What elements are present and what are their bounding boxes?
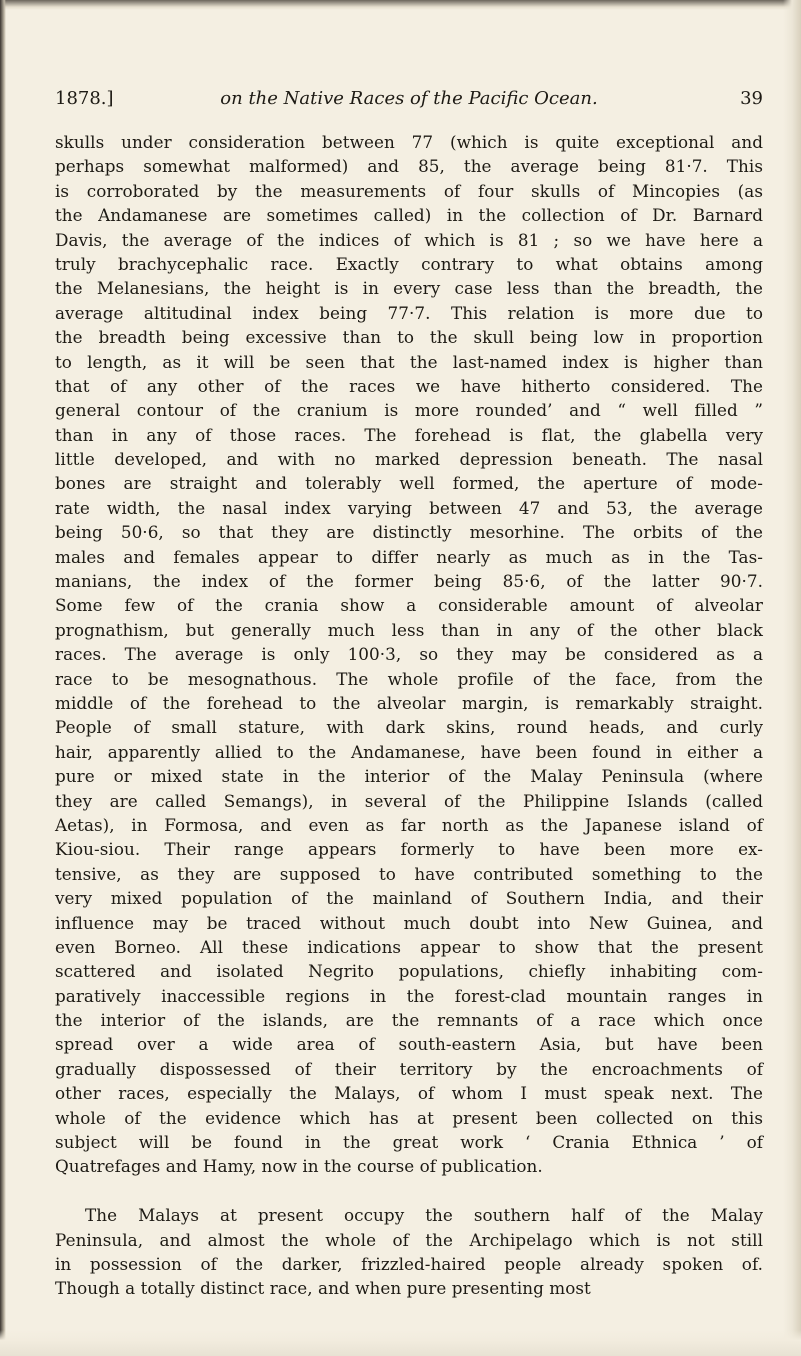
text-line: race to be mesognathous. The whole profile of the face, from the [55, 668, 763, 689]
text-line: People of small stature, with dark skins, round heads, and curly [55, 717, 763, 738]
text-line: the interior of the islands, are the remnants of a race which once [55, 1010, 763, 1031]
text-line: Though a totally distinct race, and when pure presenting most [55, 1278, 591, 1299]
text-line: they are called Semangs), in several of the Philippine Islands (called [55, 790, 763, 811]
text-line: bones are straight and tolerably well formed, the aperture of mode- [55, 473, 763, 494]
text-line: Some few of the crania show a considerable amount of alveolar [55, 595, 763, 616]
text-line: skulls under consideration between 77 (which is quite exceptional and [55, 132, 763, 152]
text-line: little developed, and with no marked depression beneath. The nasal [55, 449, 763, 470]
text-line: Davis, the average of the indices of which is 81 ; so we have here a [55, 229, 763, 250]
paragraph-1 [55, 130, 763, 1179]
text-line: average altitudinal index being 77·7. This relation is more due to [55, 302, 763, 323]
text-line: whole of the evidence which has at present been collected on this [55, 1107, 763, 1128]
running-header [55, 88, 763, 114]
paragraph-2 [55, 1203, 763, 1301]
text-line: hair, apparently allied to the Andamanese, have been found in either a [55, 741, 763, 762]
text-line: tensive, as they are supposed to have contributed something to the [55, 863, 763, 884]
text-line: pure or mixed state in the interior of the Malay Peninsula (where [55, 766, 763, 787]
running-title: on the Native Races of the Pacific Ocean. [220, 88, 598, 109]
text-line: even Borneo. All these indications appear to show that the present [55, 936, 763, 957]
text-line: scattered and isolated Negrito populations, chiefly inhabiting com- [55, 961, 763, 982]
text-line: paratively inaccessible regions in the forest-clad mountain ranges in [55, 985, 763, 1006]
text-line: that of any other of the races we have hitherto considered. The [55, 375, 763, 396]
page-edge-top [0, 0, 801, 10]
text-line: influence may be traced without much doubt into New Guinea, and [55, 912, 763, 933]
text-line: manians, the index of the former being 85·6, of the latter 90·7. [55, 571, 763, 592]
text-line: prognathism, but generally much less than in any of the other black [55, 619, 763, 640]
text-line: than in any of those races. The forehead is flat, the glabella very [55, 424, 763, 445]
page-number: 39 [740, 88, 763, 109]
text-line: Aetas), in Formosa, and even as far north as the Japanese island of [55, 814, 763, 835]
text-line: gradually dispossessed of their territory by the encroachments of [55, 1058, 763, 1079]
paragraph-gap [55, 1179, 763, 1203]
text-line: in possession of the darker, frizzled-haired people already spoken of. [55, 1253, 763, 1274]
page-edge-left [0, 0, 6, 1356]
text-line: spread over a wide area of south-eastern Asia, but have been [55, 1034, 763, 1055]
text-line: rate width, the nasal index varying between 47 and 53, the average [55, 497, 763, 518]
text-line: is corroborated by the measurements of four skulls of Mincopies (as [55, 180, 763, 201]
text-line: Kiou-siou. Their range appears formerly to have been more ex- [55, 839, 763, 860]
text-line: truly brachycephalic race. Exactly contrary to what obtains among [55, 253, 763, 274]
text-line: being 50·6, so that they are distinctly mesorhine. The orbits of the [55, 522, 763, 543]
text-line: the Melanesians, the height is in every case less than the breadth, the [55, 278, 763, 299]
page-edge-right [783, 0, 801, 1356]
text-line: other races, especially the Malays, of whom I must speak next. The [55, 1083, 763, 1104]
body-text [55, 130, 763, 1301]
text-line: to length, as it will be seen that the last-named index is higher than [55, 351, 763, 372]
text-line: the breadth being excessive than to the skull being low in proportion [55, 327, 763, 348]
text-line: perhaps somewhat malformed) and 85, the average being 81·7. This [55, 156, 763, 177]
text-line: Quatrefages and Hamy, now in the course of publication. [55, 1156, 543, 1177]
text-line: middle of the forehead to the alveolar margin, is remarkably straight. [55, 692, 763, 713]
text-line: very mixed population of the mainland of Southern India, and their [55, 888, 763, 909]
text-line: The Malays at present occupy the southern half of the Malay [85, 1205, 763, 1226]
text-line: the Andamanese are sometimes called) in the collection of Dr. Barnard [55, 205, 763, 226]
text-line: subject will be found in the great work ‘ Crania Ethnica ’ of [55, 1132, 763, 1153]
text-line: races. The average is only 100·3, so they may be considered as a [55, 644, 763, 665]
text-line: general contour of the cranium is more rounded’ and “ well filled ” [55, 400, 763, 421]
page-edge-bottom [0, 1330, 801, 1356]
text-line: males and females appear to differ nearly as much as in the Tas- [55, 546, 763, 567]
text-line: Peninsula, and almost the whole of the Archipelago which is not still [55, 1229, 763, 1250]
header-year: 1878.] [55, 88, 114, 109]
